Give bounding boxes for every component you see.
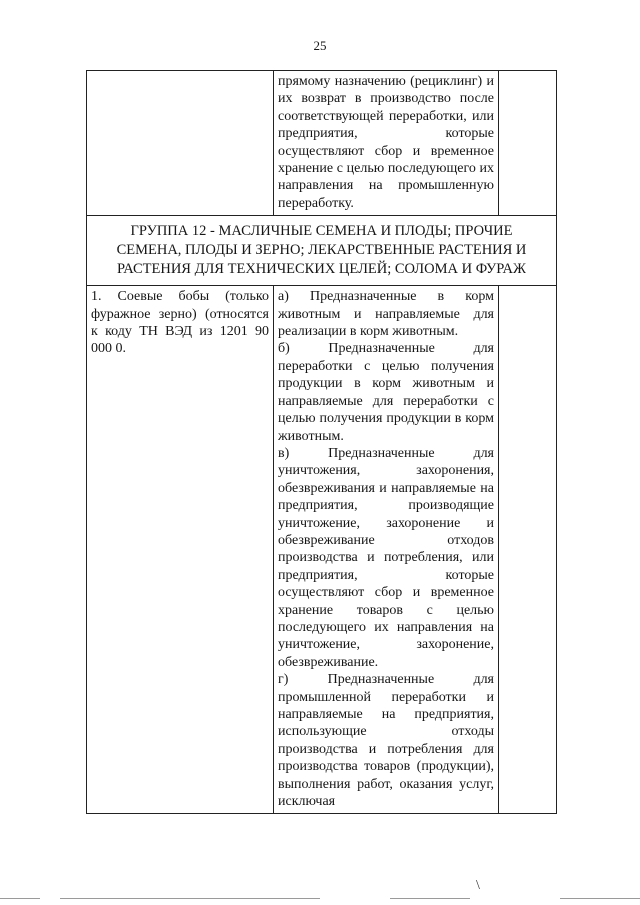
purpose-cell [274,286,499,814]
note-cell [499,71,557,216]
note-cell [499,286,557,814]
pen-mark: \ [476,878,480,893]
scan-edge-line [0,898,40,899]
purpose-paragraph-a: а) Предназначенные в корм животным и направляемые для реализации в корм животным. [278,289,494,340]
scan-edge-line [390,898,470,899]
requirements-table [86,70,557,814]
table-row-item [87,286,557,814]
scan-edge-line [560,898,640,899]
page-number: 25 [313,38,327,53]
table-row-continuation [87,71,557,216]
purpose-paragraph-c: в) Предназначенные для уничтожения, захоронения, обезвреживания и направляемые на предприятия, производящие уничтожение, захоронение и обезвреживание отходов производства и потребления, или предприятия, которые осуществляют сбор и временное хранение товаров с целью последующего их направления на уничтожение, захоронение, обезвреживание. [278,445,494,670]
scan-edge-line [60,898,320,899]
group-header: ГРУППА 12 - МАСЛИЧНЫЕ СЕМЕНА И ПЛОДЫ; ПРОЧИЕ СЕМЕНА, ПЛОДЫ И ЗЕРНО; ЛЕКАРСТВЕННЫЕ РАСТЕНИЯ И РАСТЕНИЯ ДЛЯ ТЕХНИЧЕСКИХ ЦЕЛЕЙ; СОЛОМА И ФУРАЖ [87,216,557,286]
purpose-paragraph-b: б) Предназначенные для переработки с целью получения продукции в корм животным и направляемые для переработки с целью получения продукции в корм животным. [278,341,494,444]
product-cell [87,71,274,216]
purpose-paragraph-d: г) Предназначенные для промышленной переработки и направляемые на предприятия, использующие отходы производства и потребления для производства товаров (продукции), выполнения работ, оказания услуг, исключая [278,672,494,810]
product-cell: 1. Соевые бобы (только фуражное зерно) (относятся к коду ТН ВЭД из 1201 90 000 0. [87,286,274,814]
table-row-group-header [87,216,557,286]
purpose-cell: прямому назначению (рециклинг) и их возврат в производство после соответствующей переработки, или предприятия, которые осуществляют сбор и временное хранение с целью последующего их направления на промышленную переработку. [274,71,499,216]
